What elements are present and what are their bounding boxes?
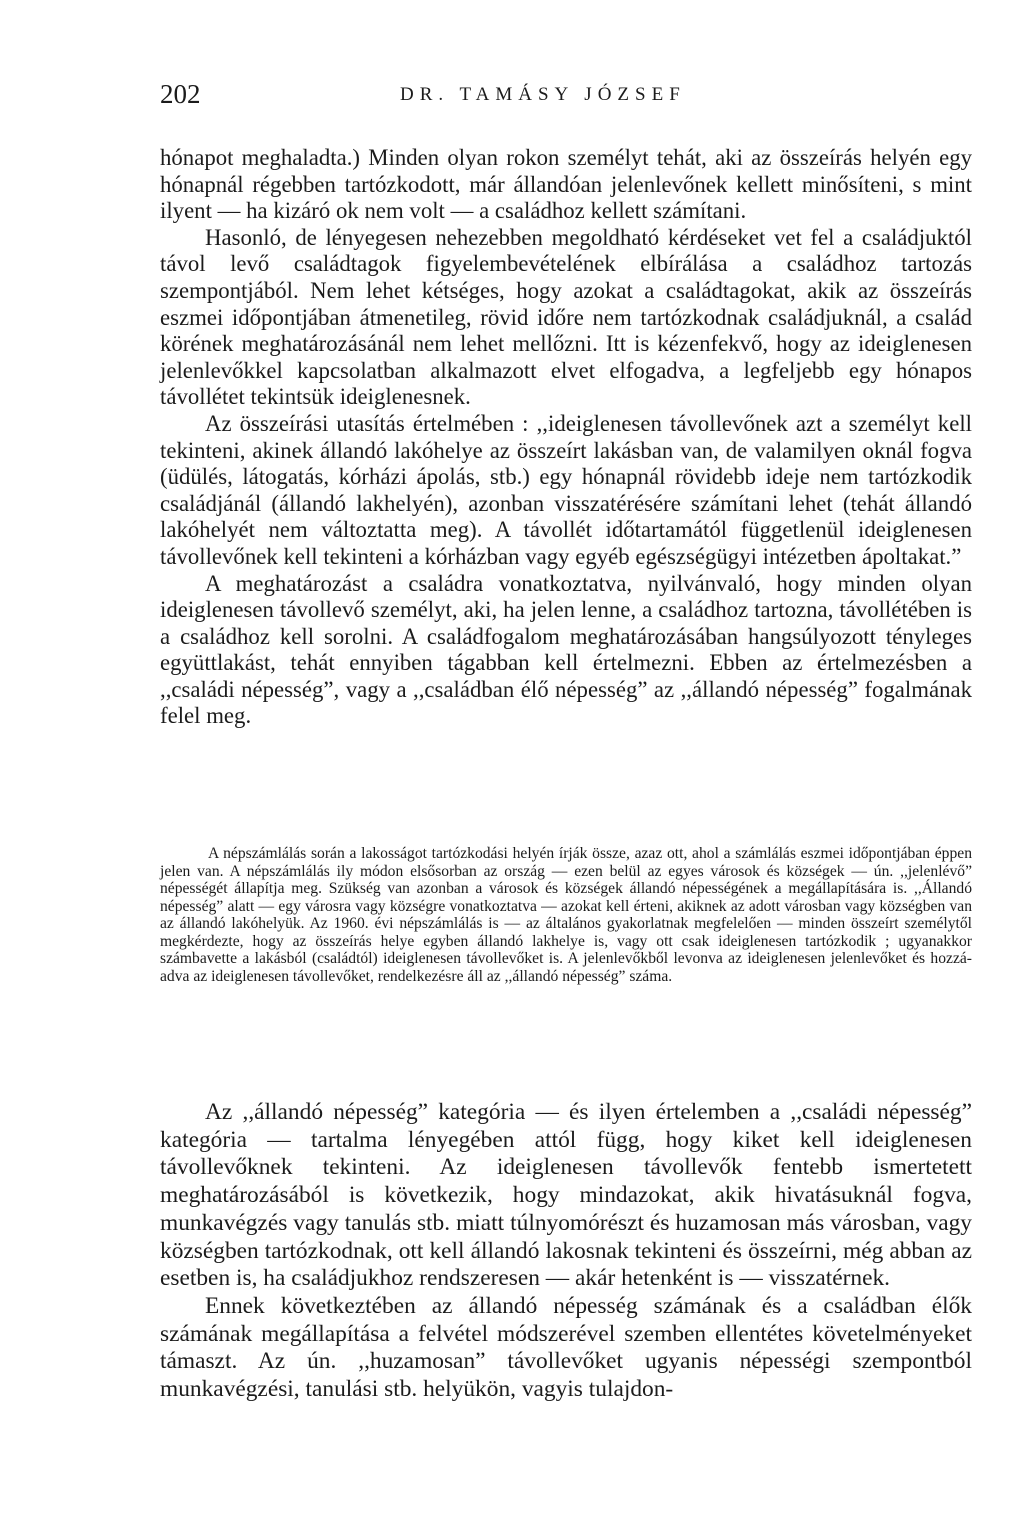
- running-head: [160, 76, 972, 112]
- paragraph-continued: hónapot meghaladta.) Minden olyan rokon személyt tehát, aki az összeírás helyén egy hónapnál régebben tartózkodott, már állandóan jelenlevőnek kellett minősíteni, s mint ilyent — ha kizáró ok nem volt — a családhoz kellett számítani.: [160, 145, 972, 224]
- paragraph: Az összeírási utasítás értelmében : ,,ideiglenesen távollevőnek azt a személyt kell tekinteni, akinek állandó lakóhelye az összeírt lakásban van, de valamilyen oknál fogva (üdülés, látogatás, kórházi ápolás, stb.) egy hónapnál rövidebb ideje nem tartózkodik családjánál (állandó lakhelyén), azonban visszatérésére számítani lehet (tehát állandó lakóhelyét nem változtatta meg). A távollét időtartamától függetlenül ideiglenesen távollevőnek kell tekinteni a kórházban vagy egyéb egészségügyi intézetben ápoltakat.”: [160, 410, 972, 569]
- paragraph: Az ,,állandó népesség” kategória — és ilyen értelemben a ,,családi népesség” kategória — tartalma lényegében attól függ, hogy kiket kell ideiglenesen távollevőknek tekinteni. Az ideiglenesen távollevők fentebb ismertetett meghatározásából is következik, hogy mindazokat, akik hivatásuknál fogva, munkavégzés vagy tanulás stb. miatt túlnyomórészt és huzamosan más városban, vagy községben tartózkodnak, ott kell állandó lakosnak tekinteni és összeírni, még abban az esetben is, ha családjukhoz rendszeresen — akár hetenként is — visszatérnek.: [160, 1099, 972, 1292]
- paragraph: Hasonló, de lényegesen nehezebben megoldható kérdéseket vet fel a családjuktól távol levő családtagok figyelembevételének elbírálása a családhoz tartozás szempontjából. Nem lehet kétséges, hogy azokat a családtagokat, akik az összeírás eszmei időpontjában átmenetileg, rövid időre nem tartózkodnak családjuknál, a család körének meghatározásánál nem lehet mellőzni. Itt is kézenfekvő, hogy az ideiglenesen jelenlevőkkel kapcsolatban alkalmazott elvet elfogadva, a legfeljebb egy hónapos távollétet tekintsük ideiglenesnek.: [160, 224, 972, 410]
- running-head-author: DR. TAMÁSY JÓZSEF: [400, 84, 686, 105]
- page-number: 202: [160, 79, 201, 109]
- paragraph: Ennek következtében az állandó népesség számának és a családban élők számának megállapítása a felvétel módszerével szemben ellentétes követelményeket támaszt. Az ún. ,,huzamosan” távollevőket ugyanis népességi szempontból munkavégzési, tanulási stb. helyükön, vagyis tulajdon-: [160, 1292, 972, 1403]
- main-text-lower: [160, 1099, 972, 1404]
- main-text-upper: [160, 145, 972, 730]
- paragraph: A meghatározást a családra vonatkoztatva, nyilvánvaló, hogy minden olyan ideiglenesen távollevő személyt, aki, ha jelen lenne, a családhoz tartozna, távollétében is a családhoz kell sorolni. A családfogalom meghatározásában hangsúlyozott tényleges együttlakást, tehát ennyiben tágabban kell értelmezni. Ebben az értelmezésben a ,,családi népesség”, vagy a ,,családban élő népesség” az ,,állandó népesség” fogalmának felel meg.: [160, 570, 972, 729]
- footnote: A népszámlálás során a lakosságot tartózkodási helyén írják össze, azaz ott, ahol a számlálás eszmei időpontjában éppen jelen van. A népszámlálás ily módon elsősorban az ország — ezen belül az egyes városok és községek — ún. ,,jelenlévő” népességét állapítja meg. Szükség van azonban a városok és községek állandó népességének a megállapítására is. ,,Állandó népesség” alatt — egy városra vagy községre vonatkoztatva — azokat kell érteni, akiknek az adott városban vagy községben van az állandó lakóhelyük. Az 1960. évi népszámlálás is — az általános gyakorlatnak megfelelően — minden összeírt személytől megkérdezte, hogy az összeírás helye egyben állandó lakhelye is, vagy ott csak ideiglenesen tartózkodik ; ugyanakkor számbavette a lakásból (családtól) ideiglenesen távollevőket is. A jelenlevőkből levonva az ideiglenesen jelenlevőket és hozzáadva az ideiglenesen távollevőket, rendelkezésre áll az ,,állandó népesség” száma.: [160, 845, 972, 985]
